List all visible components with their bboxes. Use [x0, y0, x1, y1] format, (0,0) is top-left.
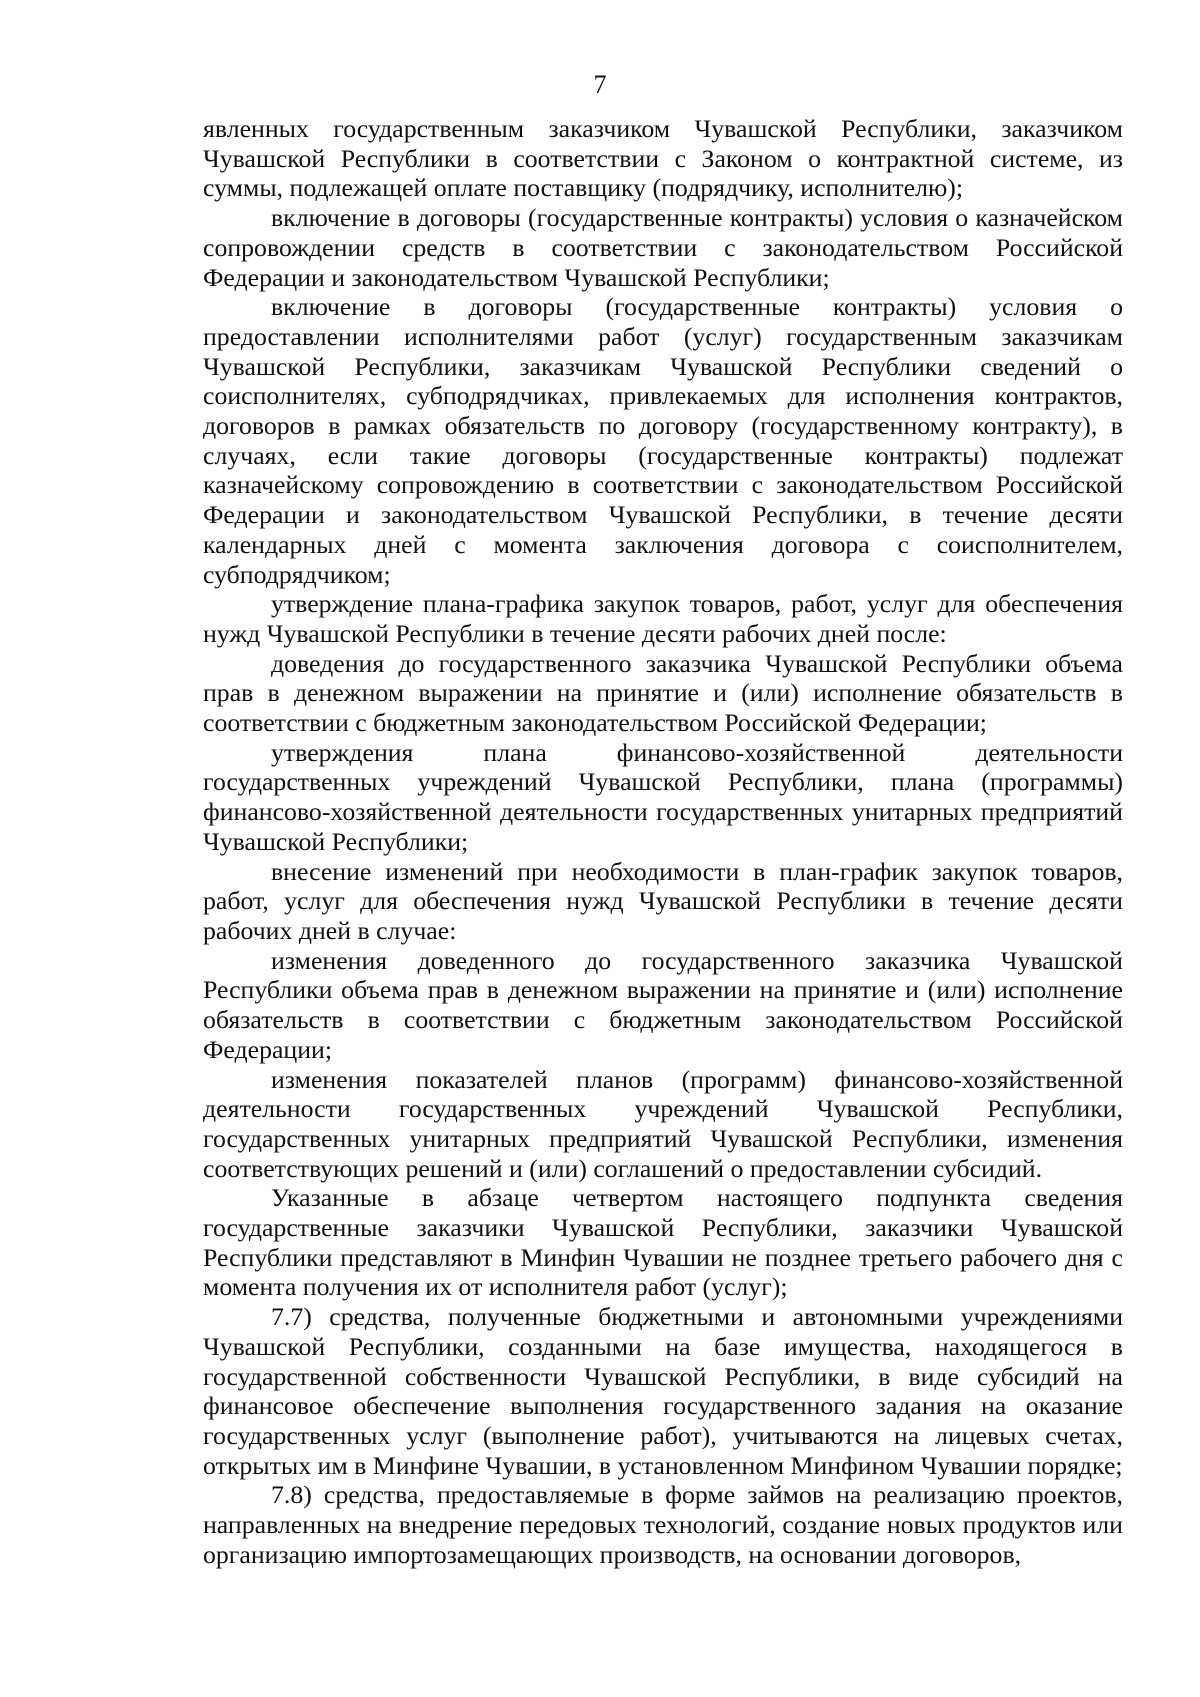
paragraph: включение в договоры (государственные контракты) условия о предоставлении исполнителями работ (услуг) государственным заказчикам Чувашской Республики, заказчикам Чувашской Республики сведений о соисполнителях, субподрядчиках, привлекаемых для исполнения контрактов, договоров в рамках обязательств по договору (государственному контракту), в случаях, если такие договоры (государственные контракты) подлежат казначейскому сопровождению в соответствии с законодательством Российской Федерации и законодательством Чувашской Республики, в течение десяти календарных дней с момента заключения договора с соисполнителем, субподрядчиком; — [203, 292, 1123, 589]
paragraph: Указанные в абзаце четвертом настоящего подпункта сведения государственные заказчики Чувашской Республики, заказчики Чувашской Республики представляют в Минфин Чувашии не позднее третьего рабочего дня с момента получения их от исполнителя работ (услуг); — [203, 1183, 1123, 1302]
paragraph: изменения показателей планов (программ) финансово-хозяйственной деятельности государственных учреждений Чувашской Республики, государственных унитарных предприятий Чувашской Республики, изменения соответствующих решений и (или) соглашений о предоставлении субсидий. — [203, 1064, 1123, 1183]
document-body — [203, 114, 1123, 1569]
paragraph: доведения до государственного заказчика Чувашской Республики объема прав в денежном выражении на принятие и (или) исполнение обязательств в соответствии с бюджетным законодательством Российской Федерации; — [203, 648, 1123, 738]
paragraph: изменения доведенного до государственного заказчика Чувашской Республики объема прав в денежном выражении на принятие и (или) исполнение обязательств в соответствии с бюджетным законодательством Российской Федерации; — [203, 945, 1123, 1064]
paragraph: утверждения плана финансово-хозяйственной деятельности государственных учреждений Чувашской Республики, плана (программы) финансово-хозяйственной деятельности государственных унитарных предприятий Чувашской Республики; — [203, 737, 1123, 856]
paragraph: 7.7) средства, полученные бюджетными и автономными учреждениями Чувашской Республики, созданными на базе имущества, находящегося в государственной собственности Чувашской Республики, в виде субсидий на финансовое обеспечение выполнения государственного задания на оказание государственных услуг (выполнение работ), учитываются на лицевых счетах, открытых им в Минфине Чувашии, в установленном Минфином Чувашии порядке; — [203, 1302, 1123, 1480]
paragraph: внесение изменений при необходимости в план-график закупок товаров, работ, услуг для обеспечения нужд Чувашской Республики в течение десяти рабочих дней в случае: — [203, 856, 1123, 945]
paragraph: включение в договоры (государственные контракты) условия о казначейском сопровождении средств в соответствии с законодательством Российской Федерации и законодательством Чувашской Республики; — [203, 203, 1123, 292]
page-number: 7 — [593, 70, 607, 99]
paragraph: 7.8) средства, предоставляемые в форме займов на реализацию проектов, направленных на внедрение передовых технологий, создание новых продуктов или организацию импортозамещающих производств, на основании договоров, — [203, 1480, 1123, 1569]
paragraph: утверждение плана-графика закупок товаров, работ, услуг для обеспечения нужд Чувашской Республики в течение десяти рабочих дней после: — [203, 589, 1123, 648]
paragraph: явленных государственным заказчиком Чувашской Республики, заказчиком Чувашской Республики в соответствии с Законом о контрактной системе, из суммы, подлежащей оплате поставщику (подрядчику, исполнителю); — [203, 114, 1123, 203]
